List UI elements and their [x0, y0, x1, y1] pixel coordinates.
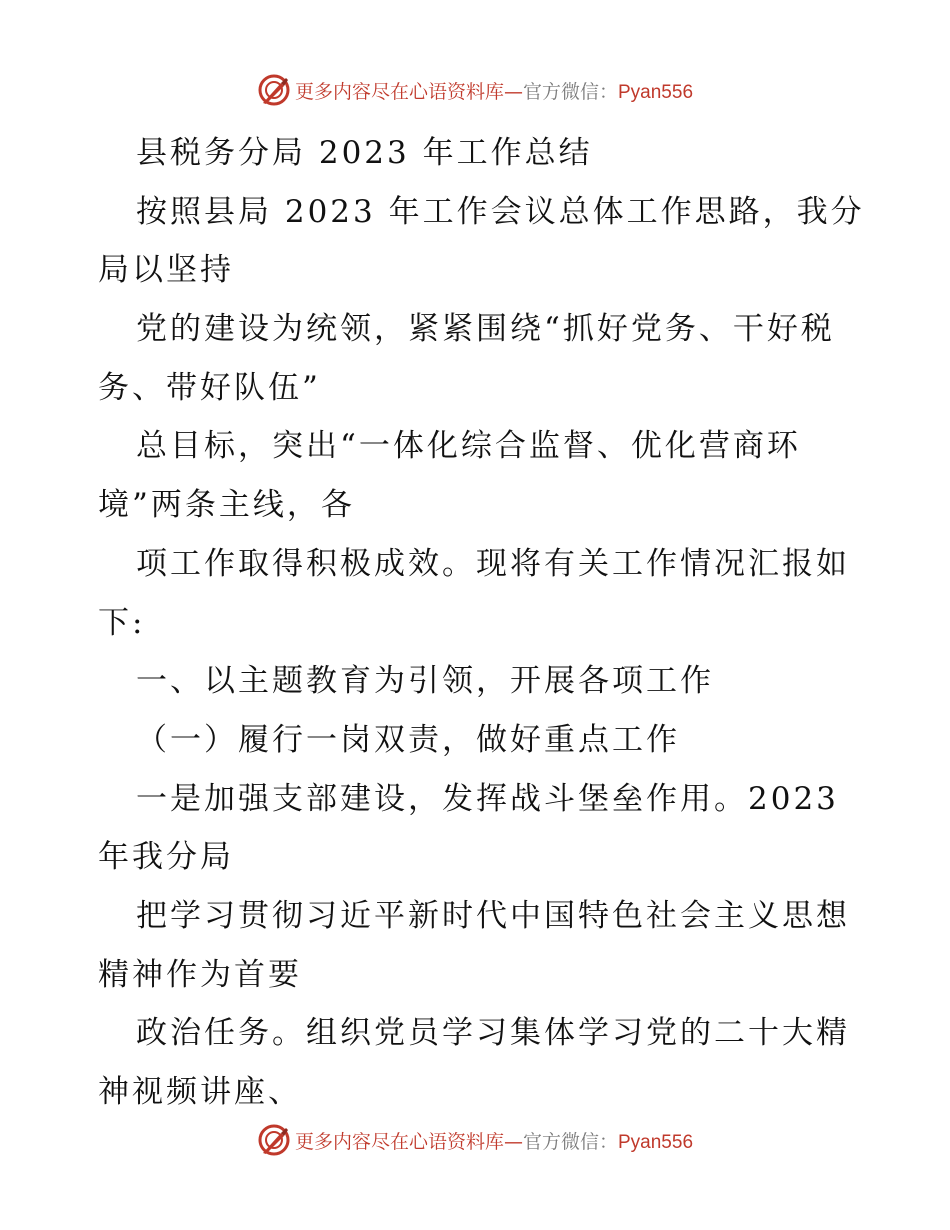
doc-line: （一）履行一岗双责，做好重点工作	[136, 721, 680, 758]
doc-line: 境”两条主线，各	[98, 487, 355, 524]
doc-line: 一、以主题教育为引领，开展各项工作	[136, 663, 714, 700]
doc-line: 一是加强支部建设，发挥战斗堡垒作用。2023	[136, 780, 839, 817]
doc-line: 政治任务。组织党员学习集体学习党的二十大精	[136, 1015, 850, 1052]
doc-line: 务、带好队伍”	[98, 369, 321, 406]
doc-line: 年我分局	[98, 839, 234, 876]
doc-line: 党的建设为统领，紧紧围绕“抓好党务、干好税	[136, 311, 835, 348]
pen-logo-icon	[257, 1123, 291, 1157]
watermark-banner-bottom	[0, 1120, 950, 1160]
doc-line: 县税务分局 2023 年工作总结	[136, 135, 593, 171]
doc-line: 总目标，突出“一体化综合监督、优化营商环	[136, 428, 801, 465]
document-body	[98, 124, 865, 1122]
doc-line: 按照县局 2023 年工作会议总体工作思路，我分	[136, 193, 865, 230]
doc-line: 把学习贯彻习近平新时代中国特色社会主义思想	[136, 897, 850, 934]
pen-logo-icon	[257, 73, 291, 107]
doc-line: 局以坚持	[98, 252, 234, 289]
watermark-text: 更多内容尽在心语资料库—官方微信：Pyan556	[294, 80, 694, 103]
doc-line: 精神作为首要	[98, 956, 302, 993]
doc-line: 神视频讲座、	[98, 1074, 302, 1110]
doc-line: 项工作取得积极成效。现将有关工作情况汇报如	[136, 545, 850, 582]
watermark-banner-top	[0, 70, 950, 110]
doc-line: 下:	[98, 604, 146, 641]
watermark-text: 更多内容尽在心语资料库—官方微信：Pyan556	[294, 1130, 694, 1153]
